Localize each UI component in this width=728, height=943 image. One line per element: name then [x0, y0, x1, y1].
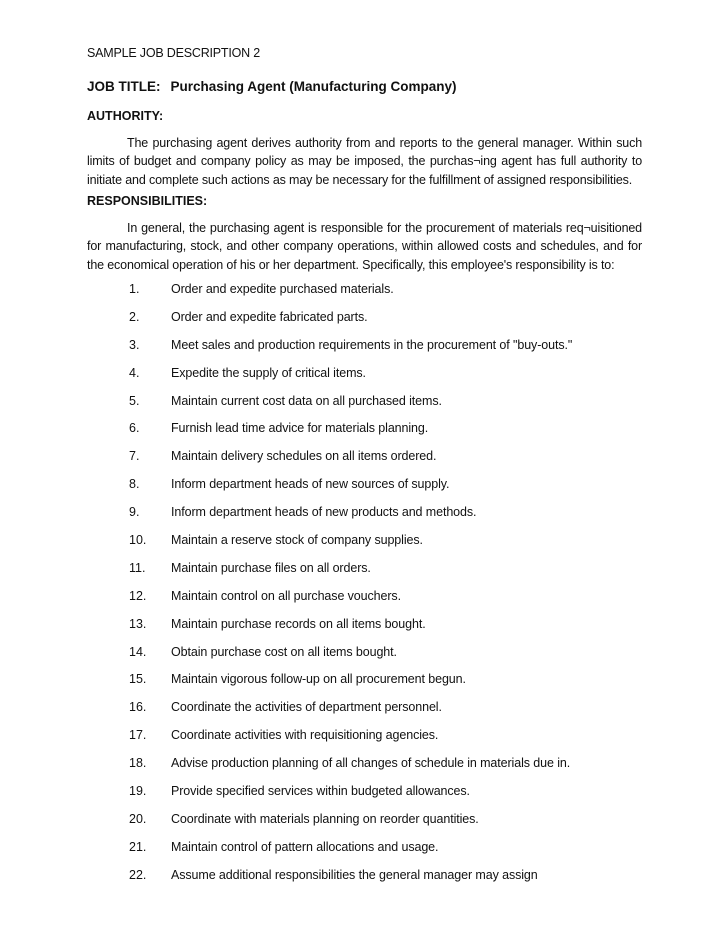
list-item-number: 7. — [129, 449, 140, 464]
list-item-number: 10. — [129, 533, 147, 548]
list-item-number: 21. — [129, 839, 147, 854]
list-item-text: Maintain vigorous follow-up on all procurement begun. — [171, 672, 466, 687]
list-item-text: Maintain control on all purchase vouchers. — [171, 588, 401, 603]
list-item — [0, 756, 728, 784]
list-item — [0, 310, 728, 338]
list-item-text: Inform department heads of new products and methods. — [171, 505, 477, 520]
list-item-text: Coordinate activities with requisitioning agencies. — [171, 728, 439, 743]
list-item — [0, 840, 728, 868]
list-item — [0, 394, 728, 422]
list-item-number: 2. — [129, 309, 140, 324]
list-item — [0, 505, 728, 533]
list-item-number: 14. — [129, 644, 147, 659]
list-item-number: 9. — [129, 505, 140, 520]
list-item — [0, 477, 728, 505]
list-item-number: 20. — [129, 811, 147, 826]
responsibilities-list — [0, 282, 728, 896]
list-item-number: 19. — [129, 784, 147, 799]
list-item-number: 3. — [129, 337, 140, 352]
list-item-number: 5. — [129, 393, 140, 408]
list-item — [0, 561, 728, 589]
list-item-number: 18. — [129, 756, 147, 771]
list-item — [0, 645, 728, 673]
list-item-text: Maintain purchase files on all orders. — [171, 560, 371, 575]
list-item-text: Maintain control of pattern allocations and usage. — [171, 839, 439, 854]
list-item — [0, 784, 728, 812]
list-item — [0, 282, 728, 310]
list-item-number: 11. — [129, 560, 146, 575]
list-item-number: 6. — [129, 421, 140, 436]
list-item-number: 12. — [129, 588, 147, 603]
list-item-text: Order and expedite fabricated parts. — [171, 309, 368, 324]
list-item-number: 22. — [129, 867, 147, 882]
list-item — [0, 366, 728, 394]
list-item-text: Obtain purchase cost on all items bought. — [171, 644, 397, 659]
list-item — [0, 617, 728, 645]
list-item-text: Furnish lead time advice for materials planning. — [171, 421, 429, 436]
list-item-number: 1. — [129, 282, 140, 296]
list-item-text: Maintain a reserve stock of company supplies. — [171, 533, 423, 548]
job-title-label: JOB TITLE: — [87, 79, 161, 94]
list-item-number: 16. — [129, 700, 147, 715]
authority-paragraph: The purchasing agent derives authority from and reports to the general manager. Within such limits of budget and company policy as may be imposed, the purchas¬ing agent has full authority to initiate and complete such actions as may be necessary for the fulfillment of assigned responsibilities. — [87, 136, 642, 187]
list-item-text: Advise production planning of all changes of schedule in materials due in. — [171, 756, 571, 771]
list-item — [0, 589, 728, 617]
list-item — [0, 812, 728, 840]
responsibilities-paragraph: In general, the purchasing agent is responsible for the procurement of materials req¬uisitioned for manufacturing, stock, and other company operations, within allowed costs and schedules, and for the economical operation of his or her department. Specifically, this employee's responsibility is to: — [87, 221, 642, 272]
list-item-number: 8. — [129, 477, 140, 492]
list-item-text: Coordinate the activities of department personnel. — [171, 700, 442, 715]
list-item-text: Coordinate with materials planning on reorder quantities. — [171, 811, 479, 826]
list-item — [0, 672, 728, 700]
list-item — [0, 449, 728, 477]
list-item-text: Assume additional responsibilities the general manager may assign — [171, 867, 538, 882]
list-item-number: 15. — [129, 672, 147, 687]
list-item-text: Maintain current cost data on all purchased items. — [171, 393, 442, 408]
list-item — [0, 868, 728, 896]
document-heading: SAMPLE JOB DESCRIPTION 2 — [87, 46, 261, 60]
list-item — [0, 728, 728, 756]
list-item — [0, 700, 728, 728]
list-item-text: Maintain delivery schedules on all items ordered. — [171, 449, 437, 464]
list-item-text: Meet sales and production requirements in the procurement of "buy-outs." — [171, 337, 573, 352]
authority-label: AUTHORITY: — [87, 109, 164, 123]
list-item — [0, 533, 728, 561]
list-item-number: 4. — [129, 365, 140, 380]
list-item — [0, 338, 728, 366]
list-item-text: Maintain purchase records on all items bought. — [171, 616, 426, 631]
list-item-number: 17. — [129, 728, 147, 743]
job-title-value: Purchasing Agent (Manufacturing Company) — [170, 79, 457, 94]
job-title-line — [87, 79, 457, 94]
list-item-number: 13. — [129, 616, 147, 631]
list-item — [0, 421, 728, 449]
list-item-text: Inform department heads of new sources of supply. — [171, 477, 450, 492]
list-item-text: Provide specified services within budgeted allowances. — [171, 784, 470, 799]
list-item-text: Expedite the supply of critical items. — [171, 365, 366, 380]
list-item-text: Order and expedite purchased materials. — [171, 282, 394, 296]
responsibilities-label: RESPONSIBILITIES: — [87, 194, 208, 208]
